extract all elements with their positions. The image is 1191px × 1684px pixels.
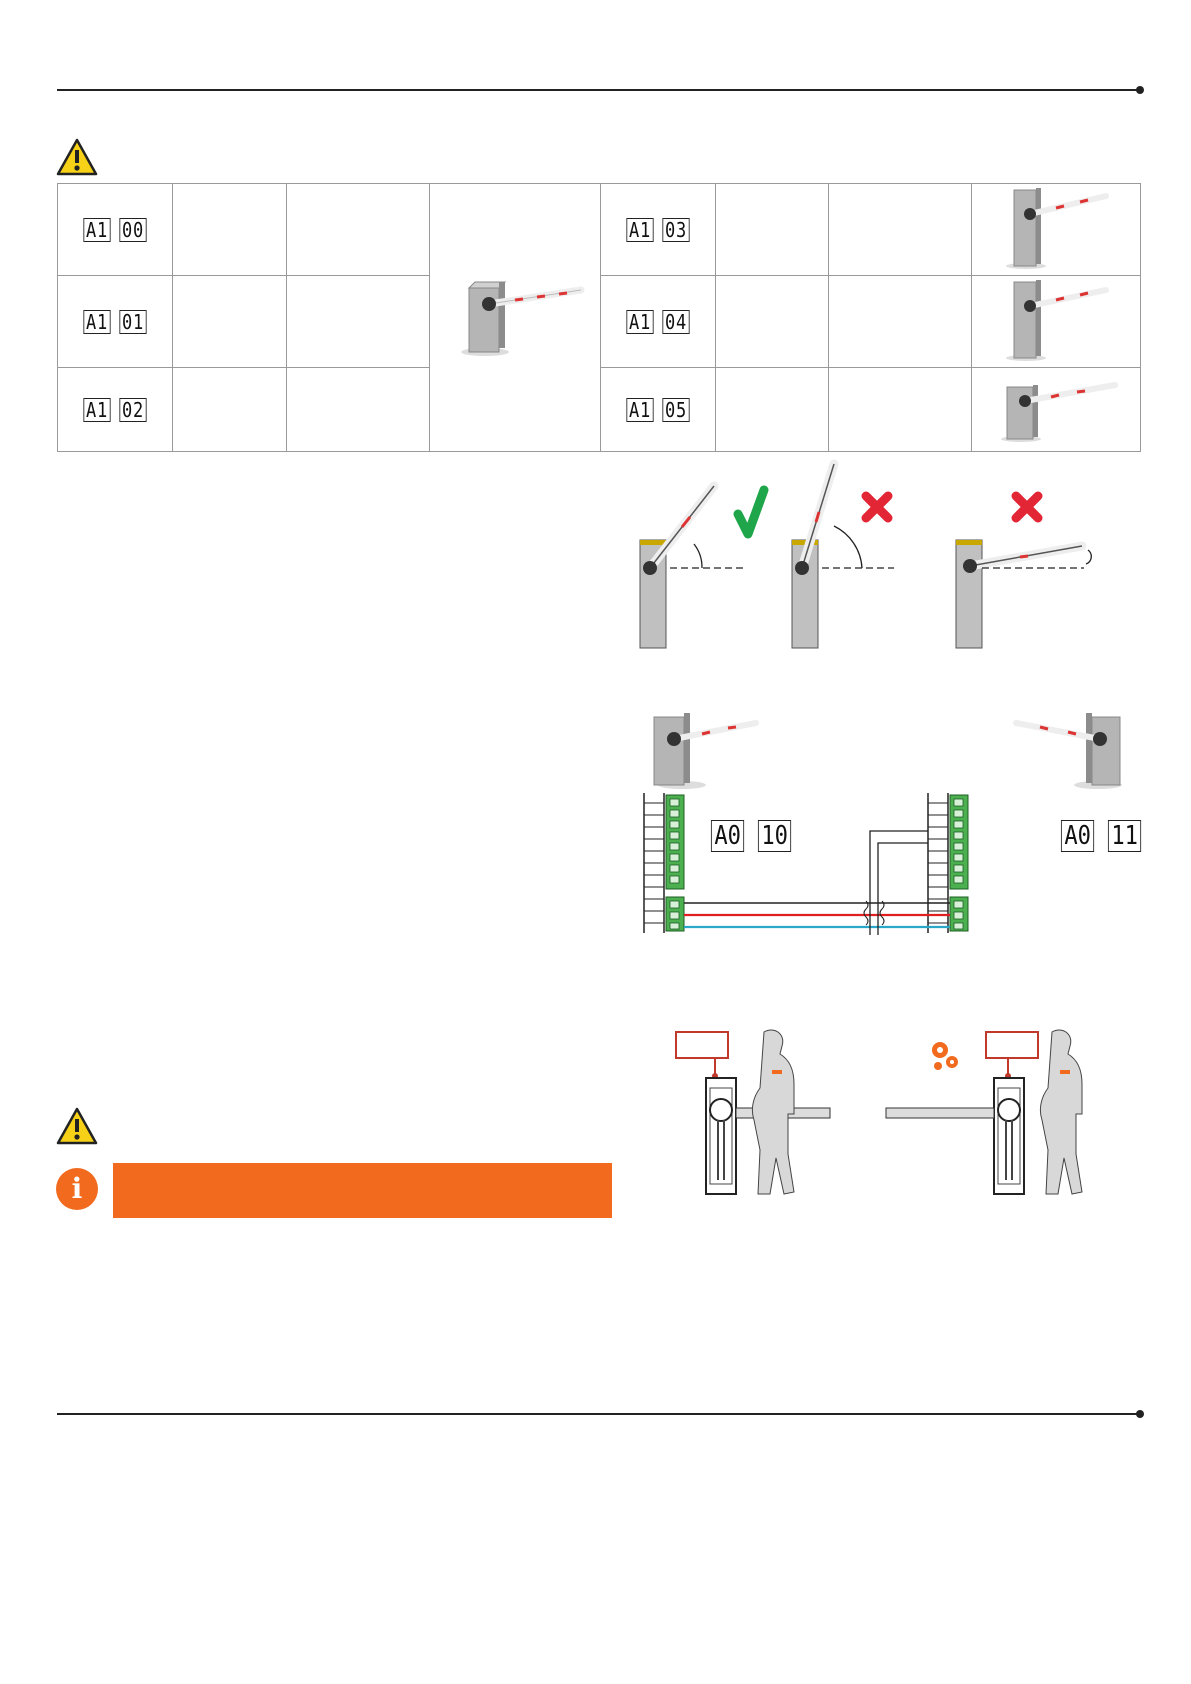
barrier-illustration bbox=[445, 270, 585, 360]
code-cell bbox=[58, 368, 173, 452]
code-display: A1 03 bbox=[624, 218, 691, 242]
cross-icon bbox=[1016, 496, 1038, 518]
code-display: A1 02 bbox=[81, 398, 148, 422]
barrier-raised-illustration bbox=[996, 276, 1116, 362]
paired-barrier-wiring-figure bbox=[630, 705, 1130, 935]
configuration-table bbox=[57, 183, 1141, 452]
boom-angle-figure bbox=[630, 458, 1110, 650]
barrier-raised-illustration bbox=[996, 184, 1116, 270]
right-barrier-display: A0 11 bbox=[1058, 820, 1145, 852]
barrier-image-cell bbox=[430, 184, 601, 452]
code-display: A1 01 bbox=[81, 310, 148, 334]
code-cell bbox=[601, 184, 716, 276]
warning-triangle-icon bbox=[56, 1107, 98, 1145]
table-row bbox=[58, 184, 1141, 276]
warning-triangle-icon bbox=[56, 138, 98, 176]
info-banner bbox=[113, 1163, 612, 1218]
cross-icon bbox=[866, 496, 888, 518]
code-cell bbox=[58, 276, 173, 368]
barrier-image-cell bbox=[972, 368, 1141, 452]
code-display: A1 05 bbox=[624, 398, 691, 422]
code-cell bbox=[601, 368, 716, 452]
technician-installation-figure bbox=[660, 1010, 1110, 1200]
barrier-image-cell bbox=[972, 276, 1141, 368]
code-cell bbox=[601, 276, 716, 368]
code-display: A1 04 bbox=[624, 310, 691, 334]
barrier-image-cell bbox=[972, 184, 1141, 276]
left-barrier-display: A0 10 bbox=[708, 820, 795, 852]
code-display: A1 00 bbox=[81, 218, 148, 242]
bottom-rule bbox=[57, 1413, 1140, 1415]
gears-icon bbox=[932, 1042, 958, 1070]
top-rule bbox=[57, 89, 1140, 91]
check-icon bbox=[738, 490, 764, 534]
info-icon: i bbox=[56, 1168, 98, 1210]
code-cell bbox=[58, 184, 173, 276]
barrier-illustration bbox=[991, 369, 1121, 445]
